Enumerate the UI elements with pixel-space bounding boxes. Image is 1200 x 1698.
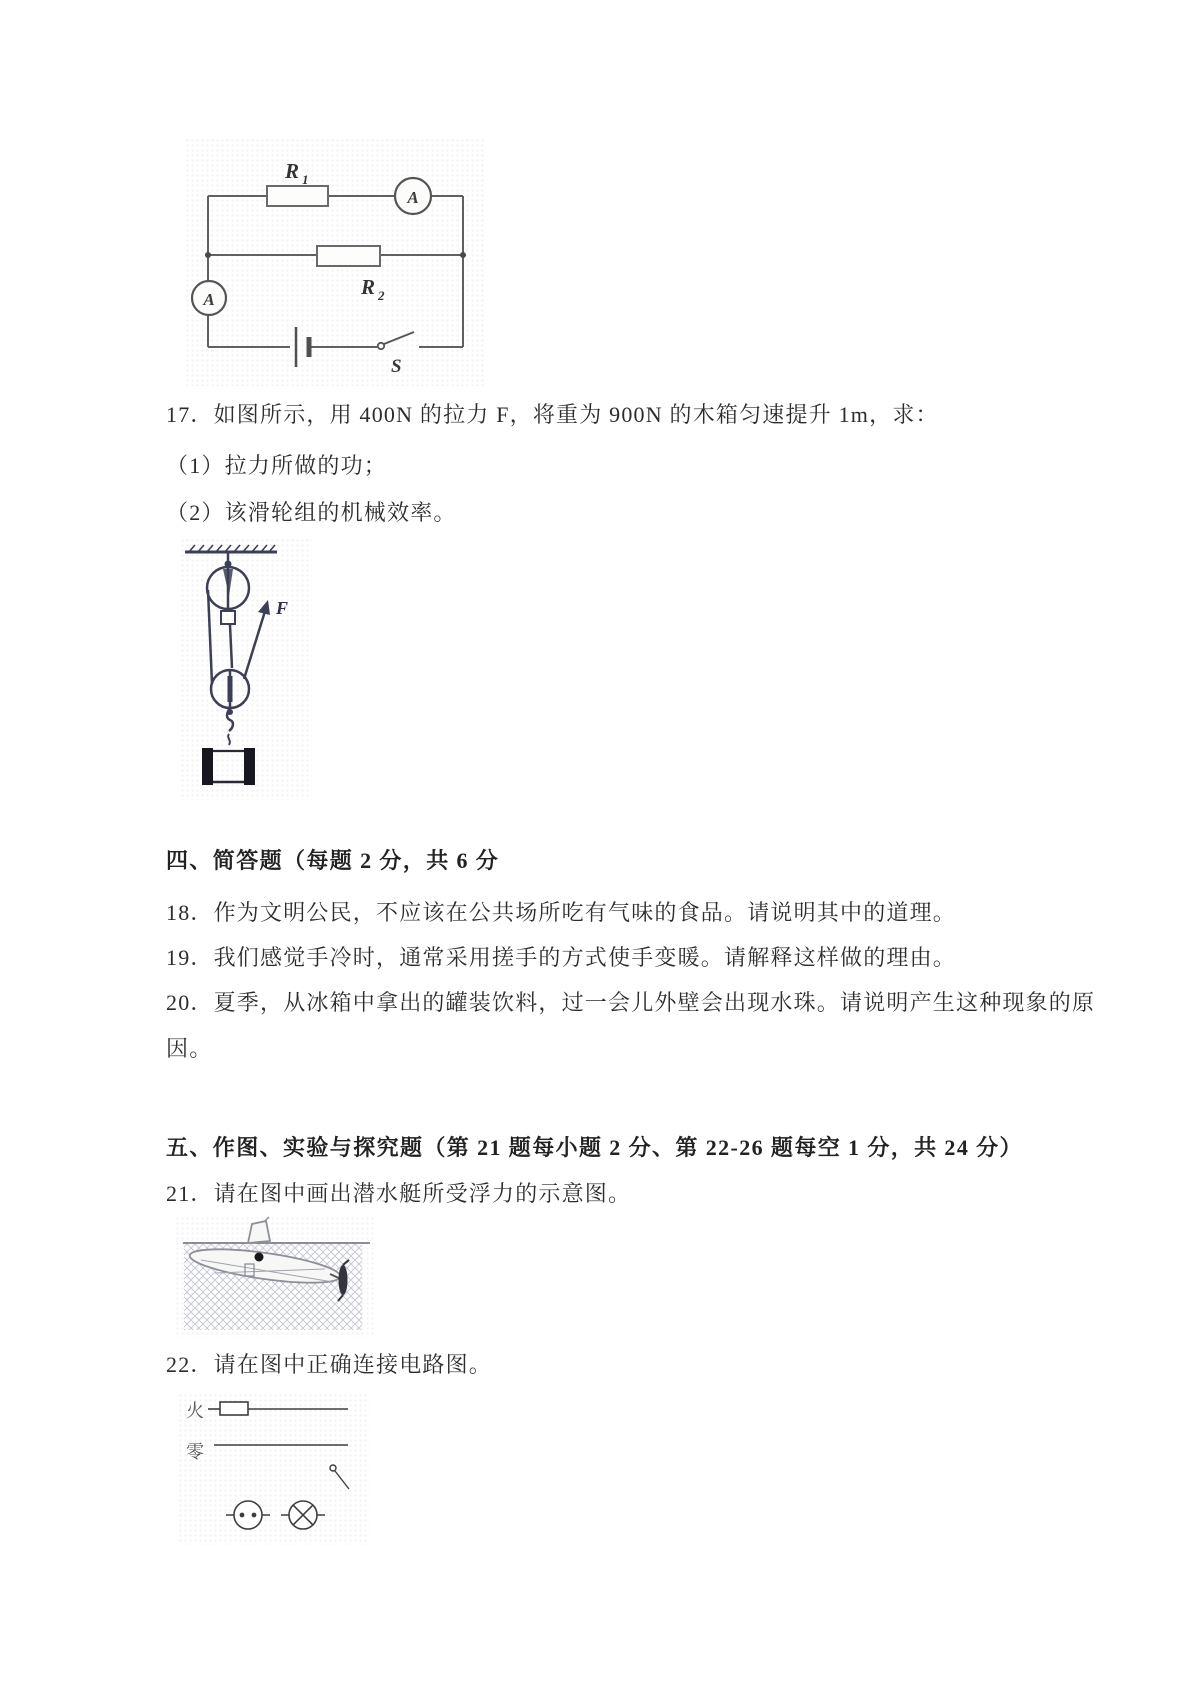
submarine-drawing	[175, 1216, 375, 1338]
r1-label: R	[285, 159, 300, 183]
pulley-drawing	[180, 538, 312, 800]
ammeter-left-icon	[192, 281, 226, 315]
ceiling-icon	[185, 545, 277, 553]
r2-label: R	[361, 275, 376, 299]
rope-force	[244, 608, 266, 679]
ammeter-top-label: A	[407, 188, 419, 207]
question-20-line1: 20．夏季，从冰箱中拿出的罐装饮料，过一会儿外壁会出现水珠。请说明产生这种现象的原	[166, 990, 1096, 1015]
parallel-circuit-drawing	[185, 138, 485, 386]
movable-pulley-icon	[211, 670, 249, 708]
live-wire-label: 火	[186, 1401, 204, 1421]
load-box-icon	[202, 748, 255, 785]
force-label: F	[276, 598, 289, 618]
section-4-heading: 四、简答题（每题 2 分，共 6 分	[166, 848, 500, 873]
section-5-heading: 五、作图、实验与探究题（第 21 题每小题 2 分、第 22-26 题每空 1 分，共 24 分）	[166, 1135, 1023, 1160]
switch-icon	[378, 332, 414, 349]
neutral-wire-label: 零	[186, 1442, 204, 1462]
socket-icon	[226, 1501, 270, 1529]
conning-tower-icon	[248, 1217, 270, 1243]
question-17-sub1: （1）拉力所做的功；	[166, 453, 388, 478]
question-18: 18．作为文明公民，不应该在公共场所吃有气味的食品。请说明其中的道理。	[166, 900, 957, 925]
pulley-link-block	[221, 611, 235, 624]
rope-left	[208, 590, 212, 684]
resistor-r1-icon	[267, 186, 328, 206]
question-19: 19．我们感觉手冷时，通常采用搓手的方式使手变暖。请解释这样做的理由。	[166, 945, 957, 970]
wall-switch-icon	[330, 1465, 349, 1489]
junction-dot-left	[205, 252, 211, 258]
resistor-r2-icon	[317, 246, 380, 266]
question-21: 21．请在图中画出潜水艇所受浮力的示意图。	[166, 1181, 632, 1206]
household-circuit-drawing	[178, 1393, 370, 1545]
battery-icon	[296, 327, 309, 367]
switch-label: S	[391, 356, 402, 377]
rope-middle	[230, 625, 232, 668]
figure-household-circuit	[178, 1393, 370, 1545]
figure-submarine	[175, 1216, 375, 1338]
figure-pulley-system	[180, 538, 312, 800]
center-point-dot	[255, 1253, 264, 1262]
question-22: 22．请在图中正确连接电路图。	[166, 1352, 493, 1377]
force-arrowhead	[258, 600, 270, 615]
hook-icon	[227, 708, 233, 745]
ammeter-left-label: A	[203, 290, 215, 309]
question-20-line2: 因。	[166, 1036, 213, 1061]
fixed-pulley-icon	[207, 567, 249, 609]
question-17: 17．如图所示，用 400N 的拉力 F，将重为 900N 的木箱匀速提升 1m，求：	[166, 402, 939, 427]
lamp-icon	[281, 1501, 325, 1529]
junction-dot-right	[460, 252, 466, 258]
r2-subscript: 2	[378, 288, 385, 303]
question-17-sub2: （2）该滑轮组的机械效率。	[166, 500, 457, 525]
ammeter-top-icon	[395, 178, 431, 214]
r1-subscript: 1	[302, 172, 309, 187]
fuse-icon	[220, 1402, 248, 1415]
figure-parallel-circuit	[185, 138, 485, 386]
